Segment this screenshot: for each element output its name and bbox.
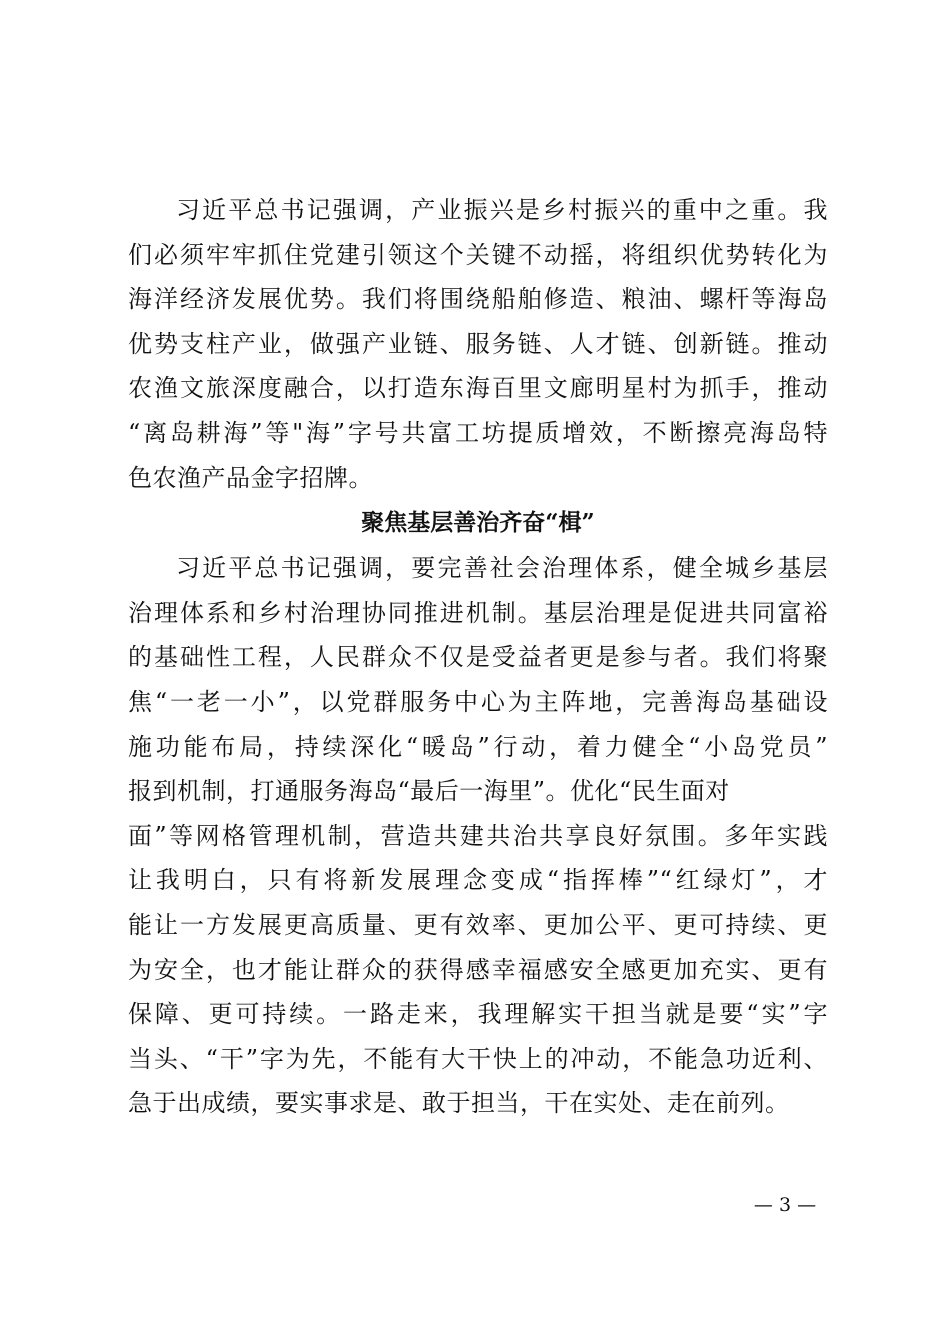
paragraph-industry-revitalization	[128, 188, 828, 500]
paragraph-line: 海洋经济发展优势。我们将围绕船舶修造、粮油、螺杆等海岛	[128, 285, 828, 314]
paragraph-line: 的基础性工程，人民群众不仅是受益者更是参与者。我们将聚	[128, 643, 828, 672]
page-number: — 3 —	[753, 1194, 817, 1216]
paragraph-line: 色农渔产品金字招牌。	[128, 463, 373, 492]
document-body	[128, 188, 828, 1126]
paragraph-line: 急于出成绩，要实事求是、敢于担当，干在实处、走在前列。	[128, 1089, 790, 1118]
paragraph-line: “离岛耕海”等"海”字号共富工坊提质增效，不断擦亮海岛特	[128, 418, 828, 447]
paragraph-line: 报到机制，打通服务海岛“最后一海里”。优化“民生面对	[128, 777, 730, 806]
paragraph-line: 习近平总书记强调，产业振兴是乡村振兴的重中之重。我	[176, 196, 828, 224]
paragraph-line: 习近平总书记强调，要完善社会治理体系，健全城乡基层	[176, 554, 828, 583]
paragraph-line: 农渔文旅深度融合，以打造东海百里文廊明星村为抓手，推动	[128, 374, 828, 403]
paragraph-line: 优势支柱产业，做强产业链、服务链、人才链、创新链。推动	[128, 329, 828, 358]
paragraph-line: 当头、“干”字为先，不能有大干快上的冲动，不能急功近利、	[128, 1044, 828, 1073]
section-heading: 聚焦基层善治齐奋“楫”	[361, 509, 595, 537]
paragraph-line: 施功能布局，持续深化“暖岛”行动，着力健全“小岛党员”	[128, 732, 828, 761]
paragraph-line: 能让一方发展更高质量、更有效率、更加公平、更可持续、更	[128, 910, 828, 939]
paragraph-line: 治理体系和乡村治理协同推进机制。基层治理是促进共同富裕	[128, 598, 828, 627]
paragraph-line: 让我明白，只有将新发展理念变成“指挥棒”“红绿灯”，才	[128, 866, 828, 895]
paragraph-line: 焦“一老一小”，以党群服务中心为主阵地，完善海岛基础设	[128, 687, 828, 716]
paragraph-line: 面”等网格管理机制，营造共建共治共享良好氛围。多年实践	[128, 821, 828, 850]
paragraph-line: 为安全，也才能让群众的获得感幸福感安全感更加充实、更有	[128, 955, 828, 984]
paragraph-grassroots-governance	[128, 546, 828, 1126]
paragraph-line: 们必须牢牢抓住党建引领这个关键不动摇，将组织优势转化为	[128, 240, 828, 269]
paragraph-line: 保障、更可持续。一路走来，我理解实干担当就是要“实”字	[128, 1000, 828, 1029]
